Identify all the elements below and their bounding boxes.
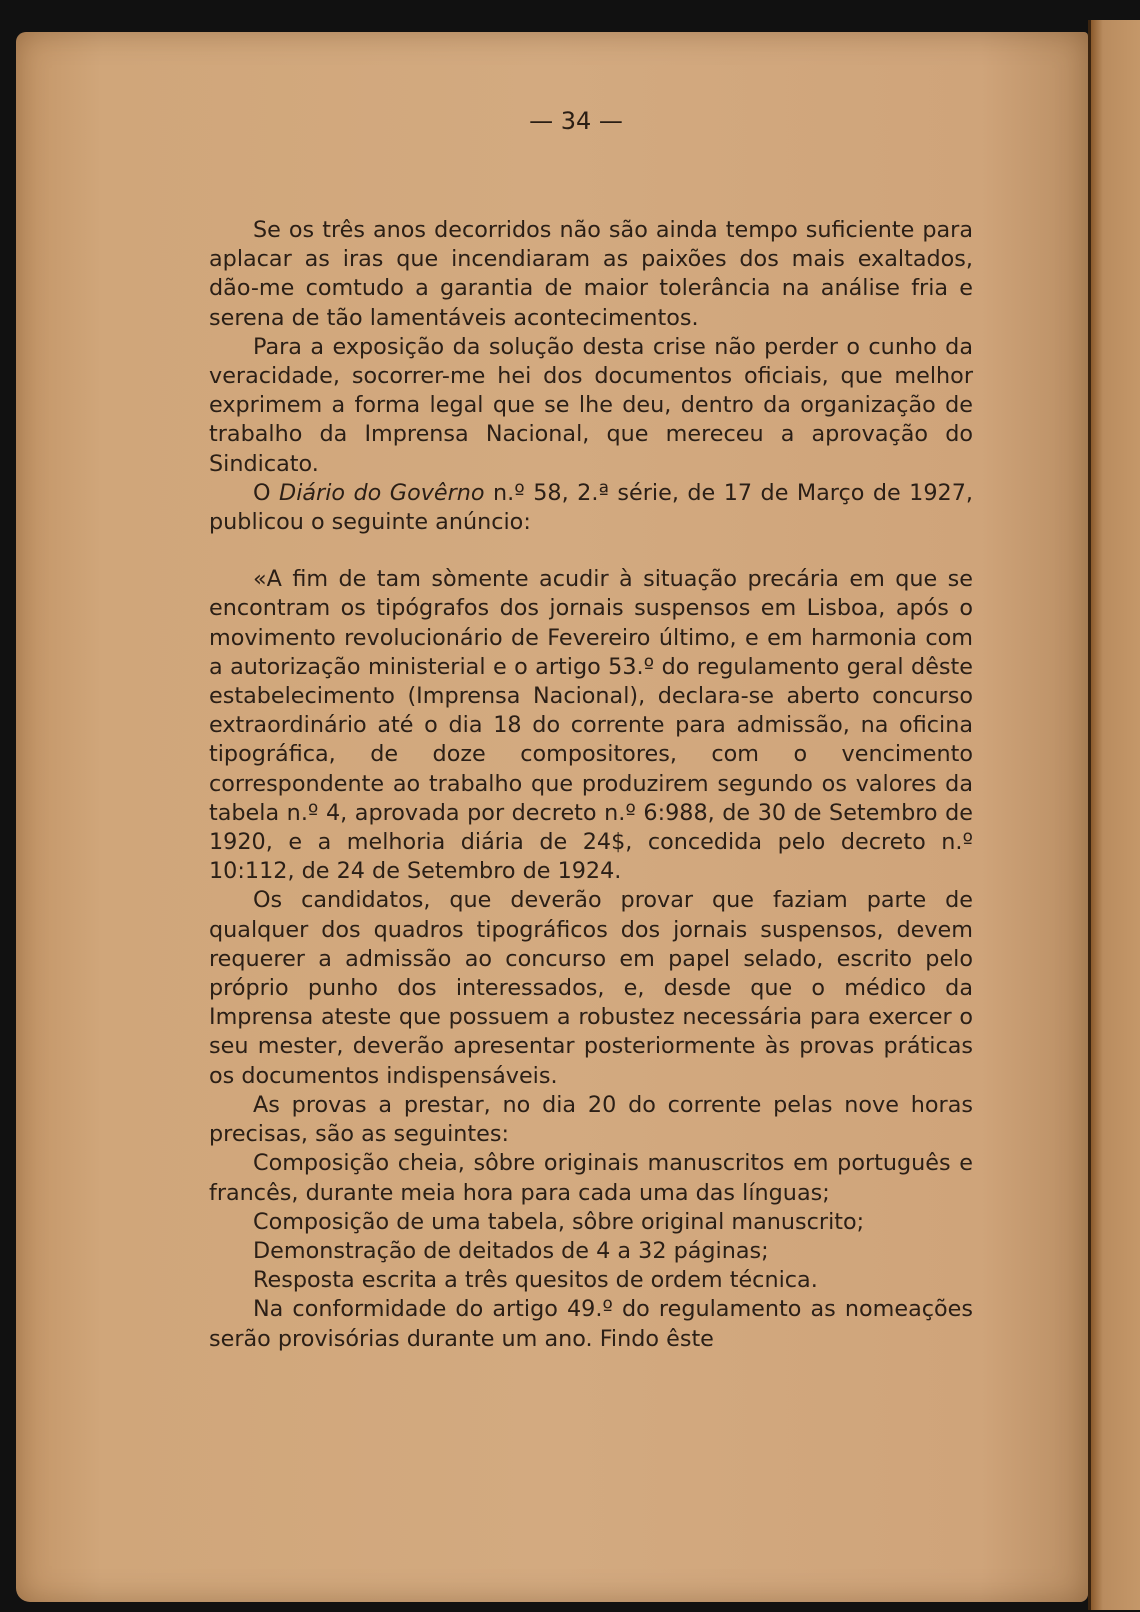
paragraph-publication <box>209 479 973 537</box>
publication-title: Diário do Govêrno <box>279 479 485 506</box>
paragraph-appointments: Na conformidade do artigo 49.º do regulamento as nomeações serão provisórias durante um ano. Findo êste <box>209 1296 973 1352</box>
paragraph-announcement: «A fim de tam sòmente acudir à situação precária em que se encontram os tipógrafos dos jornais suspensos em Lisboa, após o movimento revolucionário de Fevereiro último, e em harmonia com a autorização ministerial e o artigo 53.º do regulamento geral dêste estabelecimento (Imprensa Nacional), declara-se aberto concurso extraordinário até o dia 18 do corrente para admissão, na oficina tipográfica, de doze compositores, com o vencimento correspondente ao trabalho que produzirem segundo os valores da tabela n.º 4, aprovada por decreto n.º 6:988, de 30 de Setembro de 1920, e a melhoria diária de 24$, concedida pelo decreto n.º 10:112, de 24 de Setembro de 1924. <box>209 566 973 885</box>
exam-item-written: Resposta escrita a três quesitos de ordem técnica. <box>253 1267 818 1294</box>
body-text <box>209 216 973 1354</box>
book-page <box>16 32 1088 1602</box>
publication-tail: n.º 58, 2.ª série, de 17 de Março de 1927, publicou o seguinte anúncio: <box>209 479 974 536</box>
paragraph-exams: As provas a prestar, no dia 20 do corrente pelas nove horas precisas, são as seguintes: <box>209 1091 973 1148</box>
exam-item-demonstration: Demonstração de deitados de 4 a 32 páginas; <box>253 1237 769 1264</box>
paragraph-intro: Se os três anos decorridos não são ainda tempo suficiente para aplacar as iras que incendiaram as paixões dos mais exaltados, dão-me comtudo a garantia de maior tolerância na análise fria e serena de tão lamentáveis acontecimentos. <box>209 217 973 331</box>
paragraph-documents: Para a exposição da solução desta crise não perder o cunho da veracidade, socorrer-me hei dos documentos oficiais, que melhor exprimem a forma legal que se lhe deu, dentro da organização de trabalho da Imprensa Nacional, que mereceu a aprovação do Sindicato. <box>209 333 973 477</box>
publication-lead: O <box>253 479 280 506</box>
exam-item-composition: Composição cheia, sôbre originais manuscritos em português e francês, durante meia hora para cada uma das línguas; <box>209 1150 973 1206</box>
paragraph-candidates: Os candidatos, que deverão provar que faziam parte de qualquer dos quadros tipográficos dos jornais suspensos, devem requerer a admissão ao concurso em papel selado, escrito pelo próprio punho dos interessados, e, desde que o médico da Imprensa ateste que possuem a robustez necessária para exercer o seu mester, deverão apresentar posteriormente às provas práticas os documentos indispensáveis. <box>209 887 973 1089</box>
exam-item-table: Composição de uma tabela, sôbre original manuscrito; <box>253 1208 865 1235</box>
adjacent-page-edge <box>1088 20 1140 1610</box>
page-number: — 34 — <box>529 107 623 135</box>
